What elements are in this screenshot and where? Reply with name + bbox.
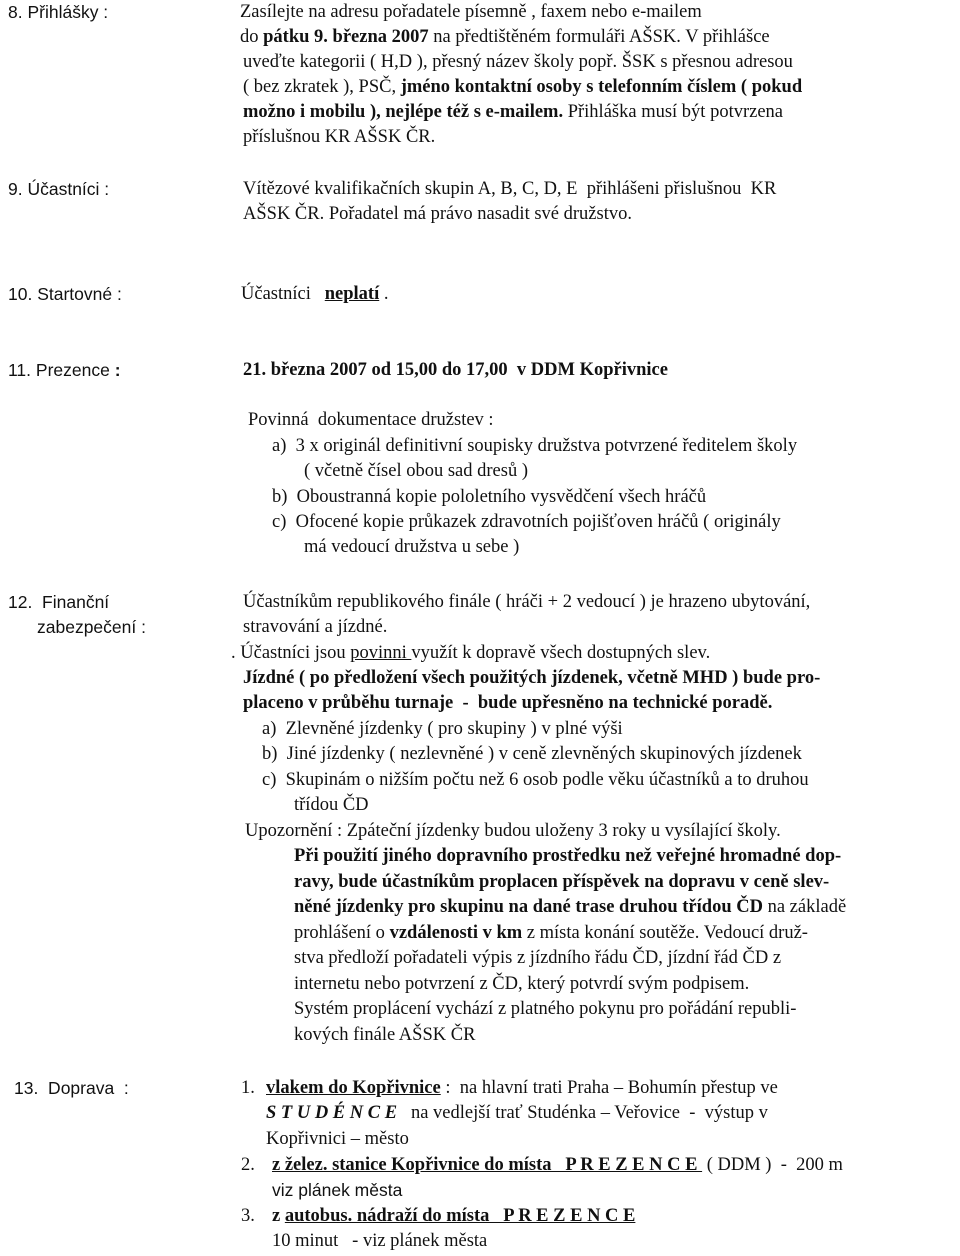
section-12-line-3: . Účastníci jsou povinni využít k dopravě všech dostupných slev. [231,643,711,663]
section-11-item-c-cont: má vedoucí družstva u sebe ) [304,537,520,557]
section-13-item-3-line-2: 10 minut - viz plánek města [272,1231,488,1251]
section-13-num-1: 1. [241,1078,255,1098]
section-12-line-1: Účastníkům republikového finále ( hráči + 2 vedoucí ) je hrazeno ubytování, [243,592,811,612]
section-11-label: 11. Prezence : [8,360,121,380]
section-12-notice: Upozornění : Zpáteční jízdenky budou uloženy 3 roky u vysílající školy. [245,821,781,841]
section-12-item-c-cont: třídou ČD [294,795,369,815]
section-12-para-3: něné jízdenky pro skupinu na dané trase druhou třídou ČD na základě [294,897,847,917]
section-10-label: 10. Startovné : [8,284,122,304]
section-11-item-c: c) Ofocené kopie průkazek zdravotních pojišťoven hráčů ( originály [272,512,781,532]
section-12-para-8: kových finále AŠSK ČR [294,1025,476,1045]
section-12-label-2: zabezpečení : [37,617,146,637]
section-11-docs-title: Povinná dokumentace družstev : [248,410,494,430]
section-8-line-6: příslušnou KR AŠSK ČR. [243,127,436,147]
section-10-line-1: Účastníci neplatí . [241,284,389,304]
section-9-label: 9. Účastníci : [8,179,110,199]
section-13-num-2: 2. [241,1155,255,1175]
section-8-line-4: ( bez zkratek ), PSČ, jméno kontaktní osoby s telefonním číslem ( pokud [243,77,803,97]
section-13-item-2: z želez. stanice Kopřivnice do místa P R E Z E N C E ( DDM ) - 200 m [272,1155,843,1175]
section-12-line-5: placeno v průběhu turnaje - bude upřesněno na technické poradě. [243,693,773,713]
section-8-line-1: Zasílejte na adresu pořadatele písemně , faxem nebo e-mailem [240,2,702,22]
section-13-item-3: z autobus. nádraží do místa P R E Z E N C E [272,1206,636,1226]
section-12-item-a: a) Zlevněné jízdenky ( pro skupiny ) v plné výši [262,719,623,739]
section-13-item-2-line-2: viz plánek města [272,1180,403,1200]
section-11-date: 21. března 2007 od 15,00 do 17,00 v DDM Kopřivnice [243,360,668,380]
section-13-item-1-line-2: S T U D É N C E na vedlejší trať Studénka – Veřovice - výstup v [266,1103,768,1123]
section-8-label: 8. Přihlášky : [8,2,109,22]
section-12-item-c: c) Skupinám o nižším počtu než 6 osob podle věku účastníků a to druhou [262,770,809,790]
section-12-label-1: 12. Finanční [8,592,110,612]
section-8-line-3: uveďte kategorii ( H,D ), přesný název školy popř. ŠSK s přesnou adresou [243,52,793,72]
fee-not-paid: neplatí [324,284,380,304]
section-12-item-b: b) Jiné jízdenky ( nezlevněné ) v ceně zlevněných skupinových jízdenek [262,744,802,764]
section-12-line-4: Jízdné ( po předložení všech použitých jízdenek, včetně MHD ) bude pro- [243,668,821,688]
section-12-para-2: ravy, bude účastníkům proplacen příspěvek na dopravu v ceně slev- [294,872,830,892]
section-12-para-4: prohlášení o vzdálenosti v km z místa konání soutěže. Vedoucí druž- [294,923,808,943]
deadline-date: pátku 9. března 2007 [263,27,429,47]
section-12-para-6: internetu nebo potvrzení z ČD, který potvrdí svým podpisem. [294,974,750,994]
section-12-line-2: stravování a jízdné. [243,617,388,637]
section-12-para-7: Systém proplácení vychází z platného pokynu pro pořádání republi- [294,999,797,1019]
section-8-line-2: do pátku 9. března 2007 na předtištěném formuláři AŠSK. V přihlášce [240,27,770,47]
section-12-para-1: Při použití jiného dopravního prostředku než veřejné hromadné dop- [294,846,842,866]
section-13-item-1: vlakem do Kopřivnice : na hlavní trati Praha – Bohumín přestup ve [266,1078,778,1098]
section-11-item-a-cont: ( včetně čísel obou sad dresů ) [304,461,528,481]
section-13-num-3: 3. [241,1206,255,1226]
section-8-line-5: možno i mobilu ), nejlépe též s e-mailem. Přihláška musí být potvrzena [243,102,783,122]
section-13-label: 13. Doprava : [14,1078,129,1098]
section-11-item-b: b) Oboustranná kopie pololetního vysvědčení všech hráčů [272,487,707,507]
section-11-item-a: a) 3 x originál definitivní soupisky družstva potvrzené ředitelem školy [272,436,798,456]
section-12-para-5: stva předloží pořadateli výpis z jízdního řádu ČD, jízdní řád ČD z [294,948,782,968]
section-9-line-1: Vítězové kvalifikačních skupin A, B, C, D, E přihlášeni přislušnou KR [243,179,777,199]
section-13-item-1-line-3: Kopřivnici – město [266,1129,409,1149]
section-9-line-2: AŠSK ČR. Pořadatel má právo nasadit své družstvo. [243,204,632,224]
